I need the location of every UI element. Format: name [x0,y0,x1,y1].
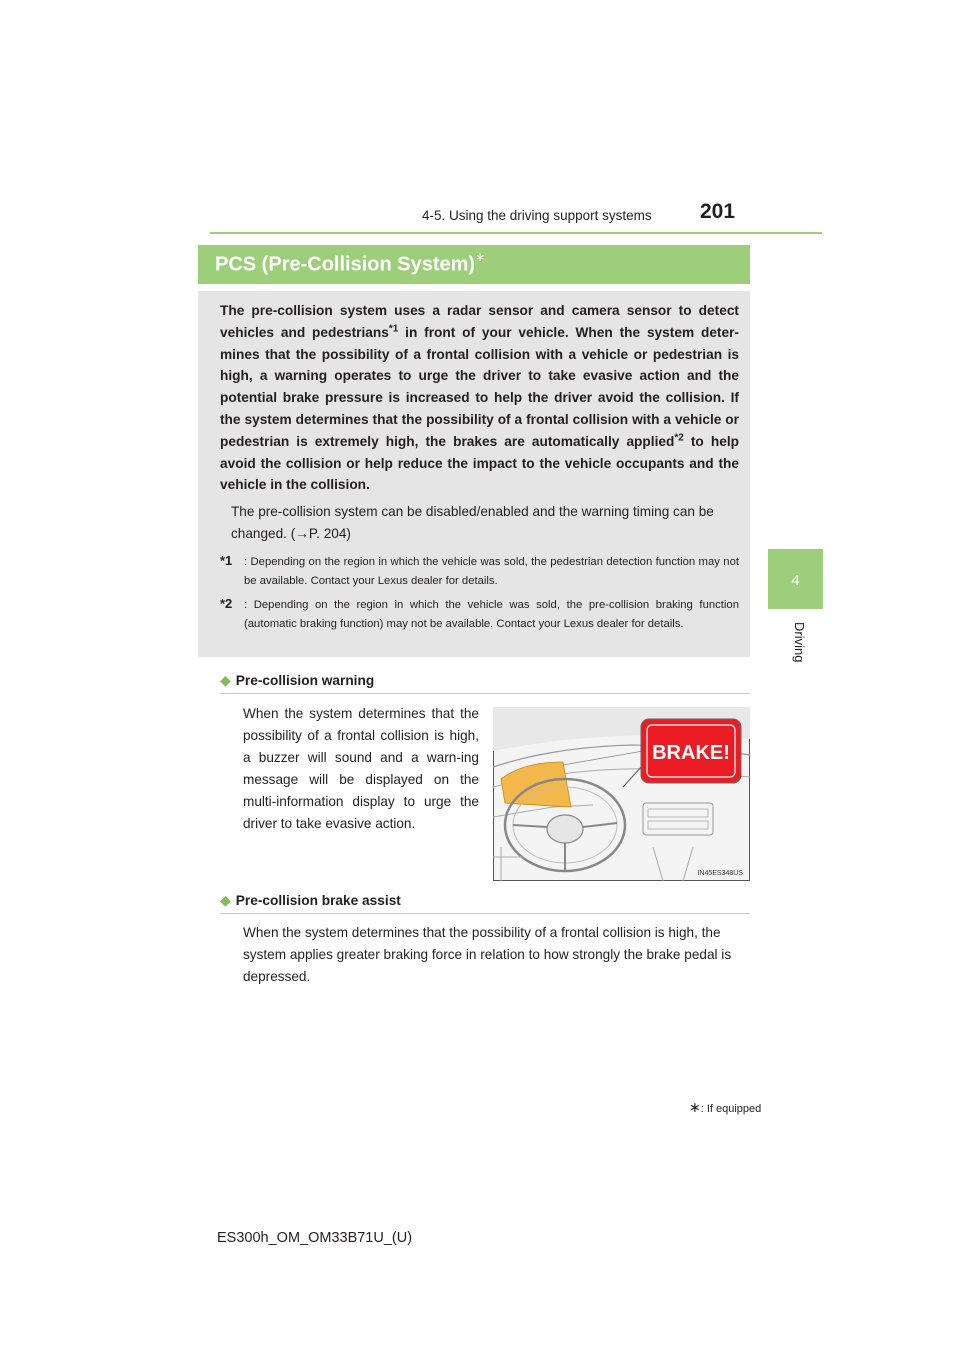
subheading-rule [220,913,750,914]
intro-bold-text: The pre-collision system uses a radar sensor and camera sensor to detect vehicles and pedestrians$^{*1}$ in front of your vehicle. When the system deter-mines that the possibility of a frontal collision with a vehicle or pedestrian is high, a warning operates to urge the driver to take evasive action and the potential brake pressure is increased to help the driver avoid the collision. If the system determines that the possibility of a frontal collision with a vehicle or pedestrian is extremely high, the brakes are automatically applied$^{*2}$ to help avoid the collision or help reduce the impact to the vehicle occupants and the vehicle in the collision. [220,303,739,493]
chapter-tab: 4 [768,549,823,609]
page-title: PCS (Pre-Collision System)∗ [215,250,486,276]
intro-box [198,291,750,657]
brake-warning-text: BRAKE! [652,742,730,764]
if-equipped-mark: ∗ [475,250,486,264]
subheading-brake-assist: ◆ Pre-collision brake assist [220,892,401,908]
document-code: ES300h_OM_OM33B71U_(U) [217,1230,413,1246]
page-number: 201 [700,200,736,223]
diamond-icon: ◆ [220,672,231,688]
footnote-1: *1 : Depending on the region in which the vehicle was sold, the pedestrian detection function may not be available. Contact your Lexus dealer for details. [220,553,739,587]
header-rule [210,232,822,234]
intro-settings-note: The pre-collision system can be disabled/enabled and the warning timing can be changed. (→P. 204) [231,504,714,541]
subheading-warning: ◆ Pre-collision warning [220,672,375,688]
footnote-2: *2 : Depending on the region in which the vehicle was sold, the pre-collision braking function (automatic braking function) may not be available. Contact your Lexus dealer for details. [220,596,739,630]
illustration-code: IN45ES348US [697,870,743,877]
dashboard-illustration [493,707,750,881]
subheading-rule [220,693,750,694]
title-bar [198,245,750,284]
chapter-label: Driving [792,622,807,663]
warning-text: When the system determines that the possibility of a frontal collision is high, a buzzer will sound and a warn-ing message will be displayed on the multi-information display to urge the driver to take evasive action. [243,706,479,831]
brake-assist-text: When the system determines that the possibility of a frontal collision is high, the system applies greater braking force in relation to how strongly the brake pedal is depressed. [243,925,732,984]
section-header: 4-5. Using the driving support systems [422,208,652,223]
if-equipped-note: ∗: If equipped [689,1099,762,1115]
diamond-icon: ◆ [220,892,231,908]
